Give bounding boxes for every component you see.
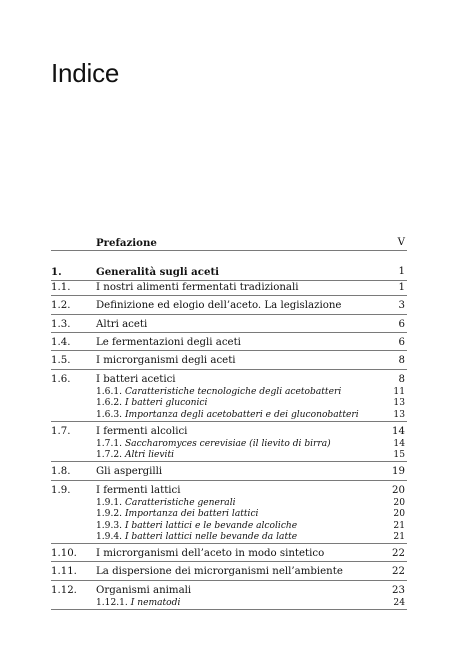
toc-section-label: I microrganismi dell’aceto in modo sintetico xyxy=(96,547,325,559)
toc-subsection-page: 21 xyxy=(393,520,405,531)
toc-subsection-page: 24 xyxy=(393,598,405,609)
toc-section-number: 1.7. xyxy=(51,425,71,437)
toc-subsection-entry xyxy=(96,450,174,461)
toc-subsection-label: I batteri gluconici xyxy=(124,398,208,409)
toc-chapter-label: Generalità sugli aceti xyxy=(96,266,220,279)
toc-subsection-row[interactable] xyxy=(51,398,407,409)
toc-preface-row[interactable] xyxy=(51,236,407,251)
toc-subsection-page: 13 xyxy=(393,409,405,420)
toc-section-label: Le fermentazioni degli aceti xyxy=(96,336,241,348)
toc-section-page: 6 xyxy=(398,318,405,330)
toc-section-row[interactable] xyxy=(51,425,407,439)
toc-subsection-page: 20 xyxy=(393,498,405,509)
toc-section-number: 1.12. xyxy=(51,584,77,596)
toc-section-page: 14 xyxy=(392,425,405,437)
toc-section-page: 19 xyxy=(392,466,405,478)
toc-subsection-number: 1.6.1. xyxy=(96,387,123,398)
toc-subsection-entry xyxy=(96,532,297,543)
toc-chapter-row[interactable] xyxy=(51,265,407,280)
toc-subsection-row[interactable] xyxy=(51,410,407,422)
toc-subsection-label: Saccharomyces cerevisiae (il lievito di birra) xyxy=(124,439,331,450)
toc-subsection-label: I batteri lattici nelle bevande da latte xyxy=(124,531,298,542)
toc-section-label: I microrganismi degli aceti xyxy=(96,355,236,367)
toc-section-row[interactable] xyxy=(51,354,407,369)
toc-subsection-number: 1.9.3. xyxy=(96,520,123,531)
toc-section-label: I fermenti lattici xyxy=(96,484,181,496)
toc-section-number: 1.10. xyxy=(51,547,77,559)
toc-subsection-row[interactable] xyxy=(51,521,407,532)
toc-subsection-row[interactable] xyxy=(51,387,407,398)
toc-section-label: La dispersione dei microrganismi nell’ambiente xyxy=(96,566,343,578)
toc-section-page: 23 xyxy=(392,584,405,596)
toc-section-row[interactable] xyxy=(51,565,407,580)
toc-subsection-entry xyxy=(96,521,297,532)
toc-chapter-page: 1 xyxy=(398,266,405,278)
toc-subsection-label: Importanza dei batteri lattici xyxy=(124,509,259,520)
toc-section-page: 8 xyxy=(398,355,405,367)
toc-subsection-page: 11 xyxy=(393,387,405,398)
toc-preface-page: V xyxy=(397,237,405,248)
toc-section-label: Definizione ed elogio dell’aceto. La legislazione xyxy=(96,300,342,312)
toc-subsection-page: 21 xyxy=(393,531,405,542)
toc-section-number: 1.9. xyxy=(51,484,71,496)
toc-subsection-number: 1.6.3. xyxy=(96,409,123,420)
toc-subsection-entry xyxy=(96,598,180,609)
toc-section-row[interactable] xyxy=(51,547,407,562)
toc-section-row[interactable] xyxy=(51,281,407,296)
toc-section-label: Organismi animali xyxy=(96,584,192,596)
toc-section-page: 22 xyxy=(392,547,405,559)
toc-subsection-label: I batteri lattici e le bevande alcoliche xyxy=(124,520,298,531)
toc-section-row[interactable] xyxy=(51,465,407,480)
toc-subsection-row[interactable] xyxy=(51,509,407,520)
toc-subsection-number: 1.7.1. xyxy=(96,439,123,450)
toc-subsection-entry xyxy=(96,509,258,520)
toc-section-row[interactable] xyxy=(51,336,407,351)
toc-subsection-row[interactable] xyxy=(51,532,407,544)
toc-subsection-number: 1.9.4. xyxy=(96,531,123,542)
toc-subsection-label: Importanza degli acetobatteri e dei gluconobatteri xyxy=(124,409,359,420)
toc-section-row[interactable] xyxy=(51,373,407,387)
toc-section-row[interactable] xyxy=(51,318,407,333)
toc-sections xyxy=(51,281,407,614)
toc-subsection-number: 1.9.2. xyxy=(96,509,123,520)
toc-subsection-page: 14 xyxy=(393,439,405,450)
toc-chapter-number: 1. xyxy=(51,266,62,279)
toc-section-row[interactable] xyxy=(51,299,407,314)
toc-section-label: I fermenti alcolici xyxy=(96,425,188,437)
toc-subsection-entry xyxy=(96,498,236,509)
toc-subsection-page: 13 xyxy=(393,398,405,409)
toc-subsection-label: Altri lieviti xyxy=(124,450,175,461)
toc-subsection-row[interactable] xyxy=(51,598,407,610)
toc-subsection-row[interactable] xyxy=(51,439,407,450)
toc-section-number: 1.6. xyxy=(51,373,71,385)
toc-subsection-page: 20 xyxy=(393,509,405,520)
toc-section-number: 1.2. xyxy=(51,300,71,312)
toc-section-number: 1.1. xyxy=(51,281,71,293)
toc-section-label: Altri aceti xyxy=(96,318,148,330)
page-title: Indice xyxy=(51,58,120,88)
toc-preface-label: Prefazione xyxy=(96,237,157,249)
toc-subsection-number: 1.9.1. xyxy=(96,498,123,509)
toc-section-page: 8 xyxy=(398,373,405,385)
toc-section-label: I batteri acetici xyxy=(96,373,176,385)
toc-section-page: 22 xyxy=(392,566,405,578)
toc-section-page: 20 xyxy=(392,484,405,496)
toc-section-row[interactable] xyxy=(51,484,407,498)
toc-subsection-entry xyxy=(96,439,331,450)
toc-subsection-label: Caratteristiche generali xyxy=(124,498,236,509)
toc-subsection-number: 1.7.2. xyxy=(96,450,123,461)
toc-subsection-number: 1.12.1. xyxy=(96,598,128,609)
toc-subsection-label: I nematodi xyxy=(130,598,181,609)
toc-section-number: 1.4. xyxy=(51,336,71,348)
toc-subsection-entry xyxy=(96,410,359,421)
toc-subsection-row[interactable] xyxy=(51,450,407,462)
toc-section-number: 1.3. xyxy=(51,318,71,330)
toc-subsection-label: Caratteristiche tecnologiche degli acetobatteri xyxy=(124,387,342,398)
toc-subsection-page: 15 xyxy=(393,450,405,461)
table-of-contents xyxy=(51,236,407,613)
toc-section-number: 1.5. xyxy=(51,355,71,367)
toc-subsection-entry xyxy=(96,398,207,409)
toc-subsection-number: 1.6.2. xyxy=(96,398,123,409)
toc-section-page: 3 xyxy=(398,300,405,312)
toc-section-page: 6 xyxy=(398,336,405,348)
toc-section-label: I nostri alimenti fermentati tradizionali xyxy=(96,281,299,293)
toc-section-page: 1 xyxy=(398,281,405,293)
toc-section-number: 1.8. xyxy=(51,466,71,478)
toc-subsection-row[interactable] xyxy=(51,498,407,509)
toc-subsection-entry xyxy=(96,387,341,398)
toc-section-label: Gli aspergilli xyxy=(96,466,163,478)
toc-section-number: 1.11. xyxy=(51,566,77,578)
toc-section-row[interactable] xyxy=(51,584,407,598)
